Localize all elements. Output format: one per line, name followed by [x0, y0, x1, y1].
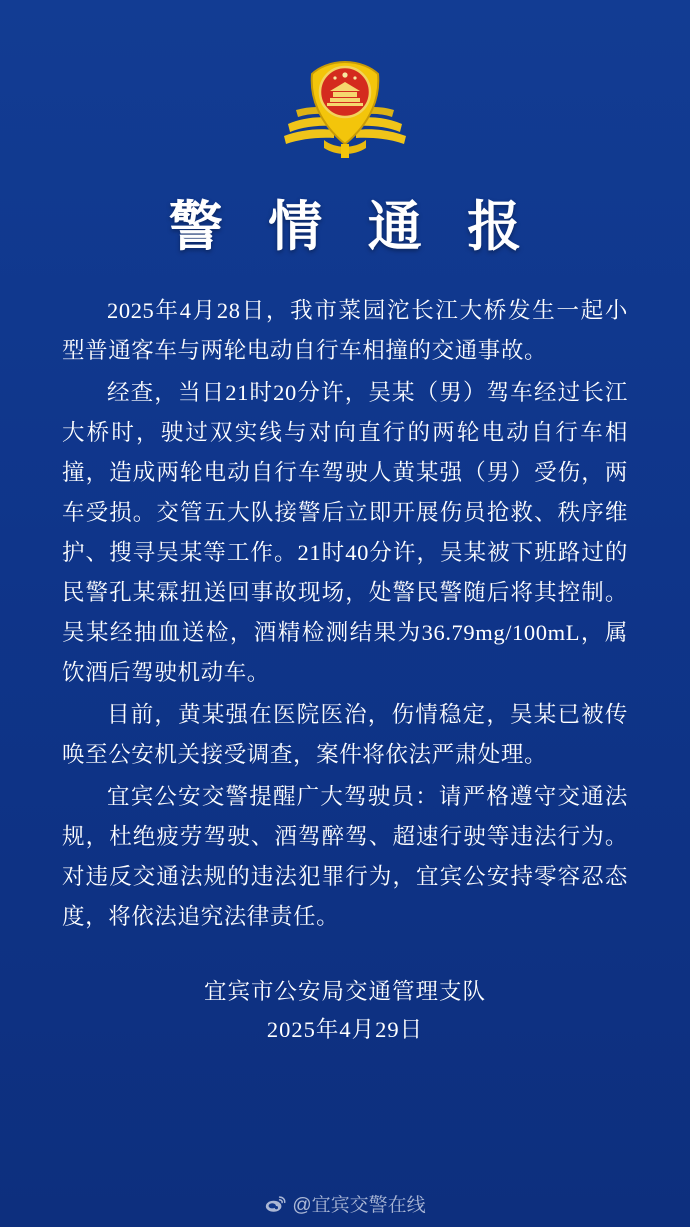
issue-date: 2025年4月29日 — [266, 1017, 424, 1042]
issuing-organization: 宜宾市公安局交通管理支队 — [203, 979, 486, 1004]
paragraph: 经查，当日21时20分许，吴某（男）驾车经过长江大桥时，驶过双实线与对向直行的两轮电动自行车相撞，造成两轮电动自行车驾驶人黄某强（男）受伤，两车受损。交管五大队接警后立即开展伤员抢救、秩序维护、搜寻吴某等工作。21时40分许，吴某被下班路过的民警孔某霖扭送回事故现场，处警民警随后将其控制。吴某经抽血送检，酒精检测结果为36.79mg/100mL，属饮酒后驾驶机动车。 — [62, 380, 628, 685]
weibo-watermark — [0, 1190, 690, 1217]
paragraph: 宜宾公安交警提醒广大驾驶员：请严格遵守交通法规，杜绝疲劳驾驶、酒驾醉驾、超速行驶等违法行为。对违反交通法规的违法犯罪行为，宜宾公安持零容忍态度，将依法追究法律责任。 — [62, 784, 628, 929]
weibo-icon — [264, 1193, 286, 1215]
notice-body — [62, 291, 628, 937]
emblem-container — [62, 0, 628, 166]
weibo-account: @宜宾交警在线 — [292, 1195, 426, 1216]
paragraph: 目前，黄某强在医院医治，伤情稳定，吴某已被传唤至公安机关接受调查，案件将依法严肃处理。 — [62, 702, 628, 767]
paragraph: 2025年4月28日，我市菜园沱长江大桥发生一起小型普通客车与两轮电动自行车相撞的交通事故。 — [62, 298, 628, 363]
police-emblem-icon — [280, 48, 410, 166]
signature-block — [62, 973, 628, 1049]
page-title: 警 情 通 报 — [168, 197, 538, 257]
